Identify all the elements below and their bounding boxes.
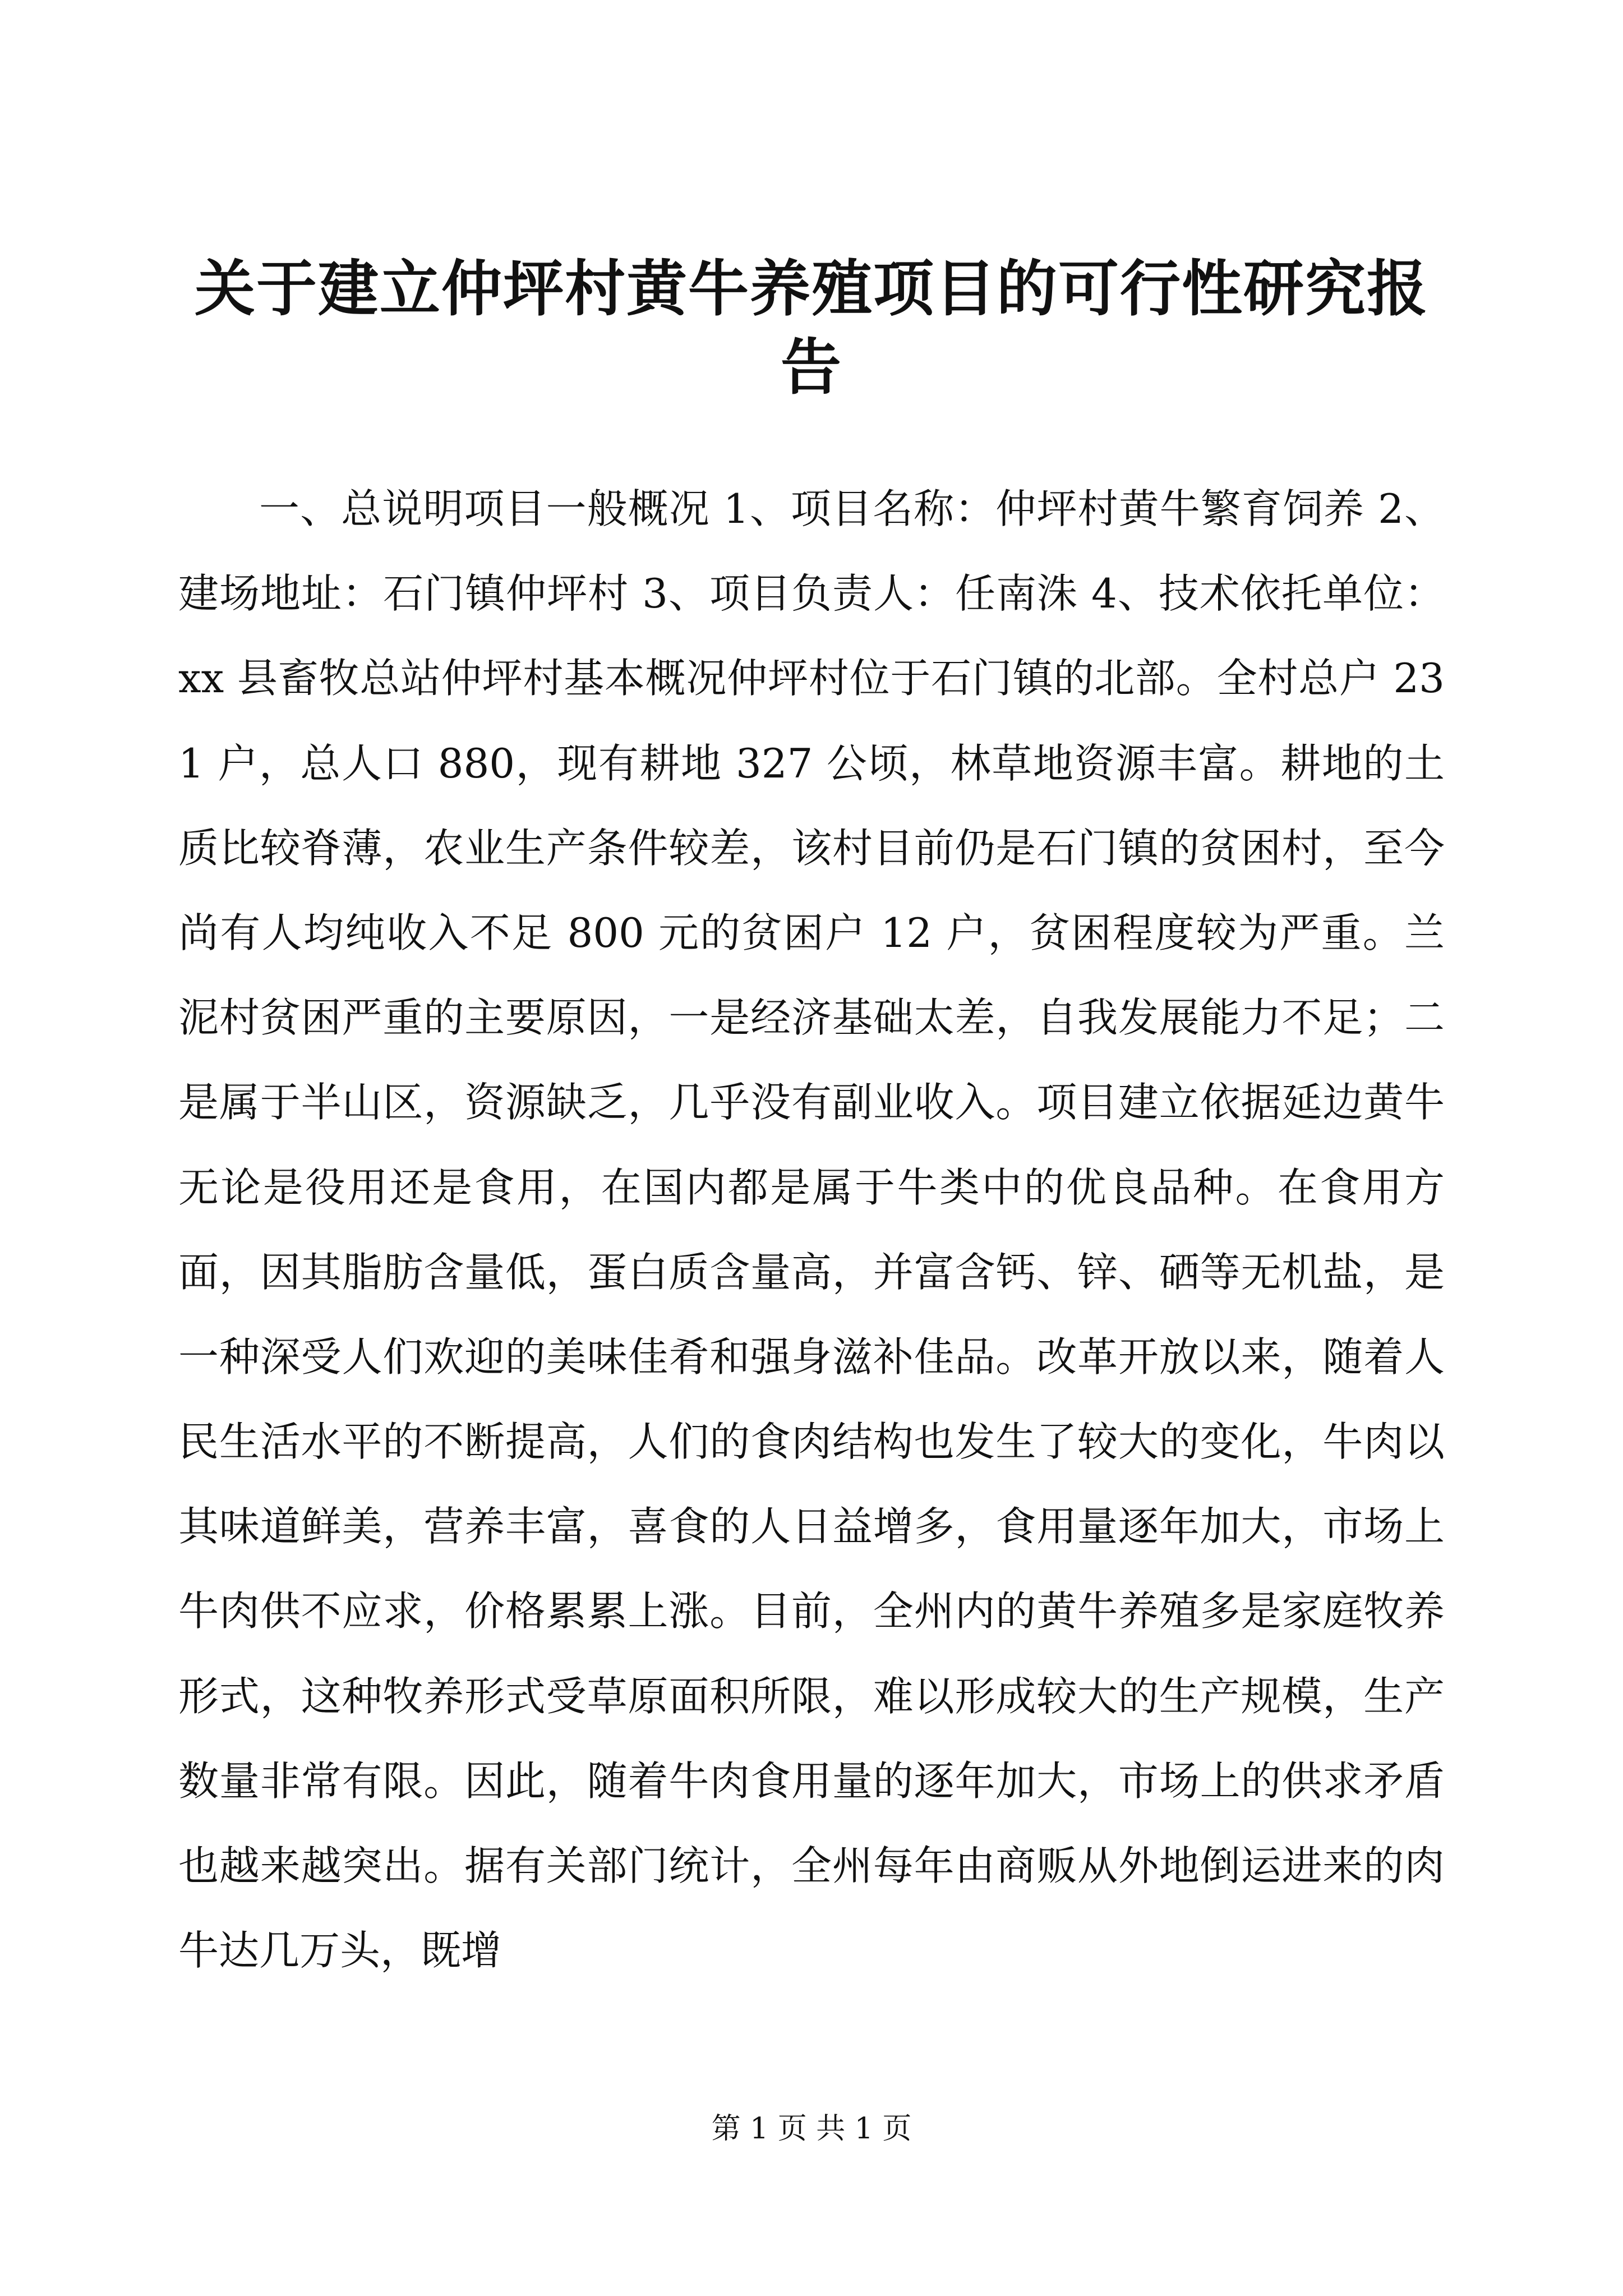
body-paragraph: 一、总说明项目一般概况 1、项目名称：仲坪村黄牛繁育饲养 2、建场地址：石门镇仲坪村 3、项目负责人：任南洙 4、技术依托单位：xx 县畜牧总站仲坪村基本概况仲坪村位于石门镇的北部。全村总户 231 户，总人口 880，现有耕地 327 公顷，林草地资源丰富。耕地的土质比较脊薄，农业生产条件较差，该村目前仍是石门镇的贫困村，至今尚有人均纯收入不足 800 元的贫困户 12 户，贫困程度较为严重。兰泥村贫困严重的主要原因，一是经济基础太差，自我发展能力不足；二是属于半山区，资源缺乏，几乎没有副业收入。项目建立依据延边黄牛无论是役用还是食用，在国内都是属于牛类中的优良品种。在食用方面，因其脂肪含量低，蛋白质含量高，并富含钙、锌、硒等无机盐，是一种深受人们欢迎的美味佳肴和强身滋补佳品。改革开放以来，随着人民生活水平的不断提高，人们的食肉结构也发生了较大的变化，牛肉以其味道鲜美，营养丰富，喜食的人日益增多，食用量逐年加大，市场上牛肉供不应求，价格累累上涨。目前，全州内的黄牛养殖多是家庭牧养形式，这种牧养形式受草原面积所限，难以形成较大的生产规模，生产数量非常有限。因此，随着牛肉食用量的逐年加大，市场上的供求矛盾也越来越突出。据有关部门统计，全州每年由商贩从外地倒运进来的肉牛达几万头，既增 <box>178 485 1445 1975</box>
title-line-2: 告 <box>780 332 842 403</box>
page-footer: 第 1 页 共 1 页 <box>711 2112 912 2146</box>
document-title <box>168 250 1455 407</box>
title-line-1: 关于建立仲坪村黄牛养殖项目的可行性研究报 <box>194 254 1428 324</box>
